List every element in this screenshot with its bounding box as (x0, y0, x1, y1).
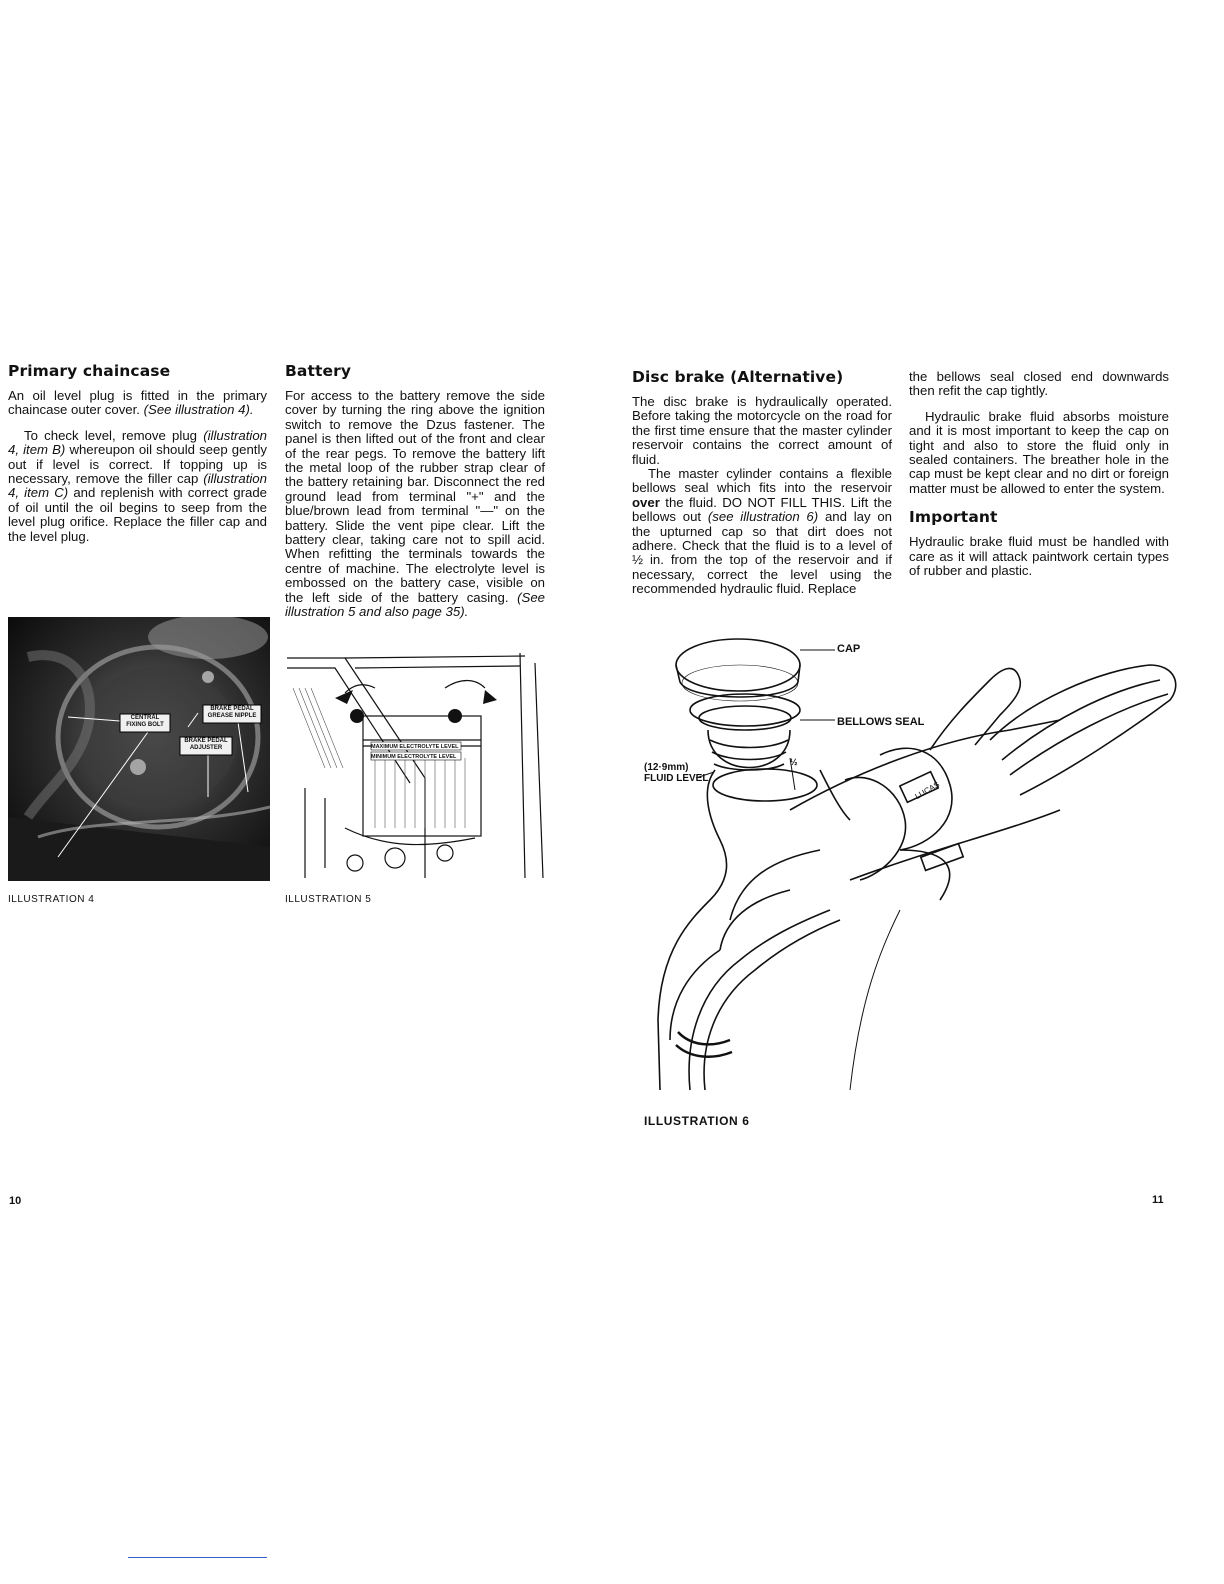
disc-brake-heading: Disc brake (Alternative) (632, 368, 844, 386)
brake-fluid-paragraph: Hydraulic brake fluid absorbs moisture and it is most important to keep the cap on tight and also to store the fluid only in sealed containers. The breather hole in the cap must be kept clear and no dirt or foreign matter must be allowed to enter the system. (909, 408, 1169, 496)
primary-chaincase-section (8, 362, 267, 555)
illustration-6-label-bellows-seal: BELLOWS SEAL (837, 716, 925, 728)
illustration-6-drawing (630, 620, 1190, 1100)
disc-brake-section (632, 368, 892, 608)
illustration-6-caption: ILLUSTRATION 6 (644, 1114, 750, 1128)
illustration-4-label-grease-nipple: BRAKE PEDAL GREASE NIPPLE (207, 706, 257, 719)
disc-brake-paragraph-1: The disc brake is hydraulically operated. Before taking the motorcycle on the road for the first time ensure that the master cylinder reservoir contains the correct amount of fluid. (632, 394, 892, 467)
illustration-6-label-lucas: LUCAS (913, 779, 942, 802)
illustration-6-label-half-inch: ½ (790, 757, 798, 767)
battery-section (285, 362, 545, 631)
footer-link-rule (128, 1557, 267, 1558)
illustration-4-caption: ILLUSTRATION 4 (8, 894, 95, 905)
illustration-5-label-max-level: MAXIMUM ELECTROLYTE LEVEL (371, 744, 459, 750)
illustration-6-label-fluid-level: FLUID LEVEL (644, 773, 709, 784)
primary-chaincase-paragraph-1: An oil level plug is fitted in the primary chaincase outer cover. (See illustration 4). (8, 388, 267, 418)
illustration-5-caption: ILLUSTRATION 5 (285, 894, 372, 905)
illustration-6-label-mm: (12·9mm) (644, 762, 689, 773)
illustration-6-label-cap: CAP (837, 643, 861, 655)
page-number-left: 10 (9, 1195, 22, 1207)
primary-chaincase-paragraph-2: To check level, remove plug (illustration 4, item B) whereupon oil should seep gently out if level is correct. If topping up is necessary, remove the filler cap (illustration 4, item C) and replenish with correct grade of oil until the oil begins to seep from the level plug orifice. Replace the filler cap and the level plug. (8, 427, 267, 544)
illustration-5-label-min-level: MINIMUM ELECTROLYTE LEVEL (371, 754, 457, 760)
page-number-right: 11 (1152, 1194, 1164, 1206)
important-heading: Important (909, 508, 998, 527)
disc-brake-paragraph-2: The master cylinder contains a flexible bellows seal which fits into the reservoir over the fluid. DO NOT FILL THIS. Lift the bellows out (see illustration 6) and lay on the upturned cap so that dirt does not adhere. Check that the fluid is to a level of ½ in. from the top of the reservoir and if necessary, correct the level using the recommended hydraulic fluid. Replace (632, 466, 893, 597)
illustration-5-drawing (285, 648, 547, 886)
illustration-4-label-pedal-adjuster: BRAKE PEDAL ADJUSTER (184, 738, 228, 751)
battery-paragraph: For access to the battery remove the side cover by turning the ring above the ignition switch to remove the Dzus fastener. The panel is then lifted out of the front and clear of the rear pegs. To remove the battery lift the metal loop of the rubber strap clear of the battery retaining bar. Disconnect the red ground lead from terminal "+" and the blue/brown lead from terminal "—" on the battery. Slide the vent pipe clear. Lift the battery clear, taking care not to spill acid. When refitting the terminals towards the centre of machine. The electrolyte level is embossed on the battery case, visible on the left side of the battery casing. (See illustration 5 and also page 35). (285, 388, 545, 620)
brake-fluid-section (909, 370, 1169, 589)
important-paragraph: Hydraulic brake fluid must be handled with care as it will attack paintwork certain types of rubber and plastic. (909, 534, 1169, 579)
brake-continuation-paragraph: the bellows seal closed end downwards then refit the cap tightly. (909, 369, 1169, 399)
battery-heading: Battery (285, 362, 352, 380)
illustration-4-label-central-fixing-bolt: CENTRAL FIXING BOLT (126, 715, 164, 728)
primary-chaincase-heading: Primary chaincase (8, 362, 171, 380)
